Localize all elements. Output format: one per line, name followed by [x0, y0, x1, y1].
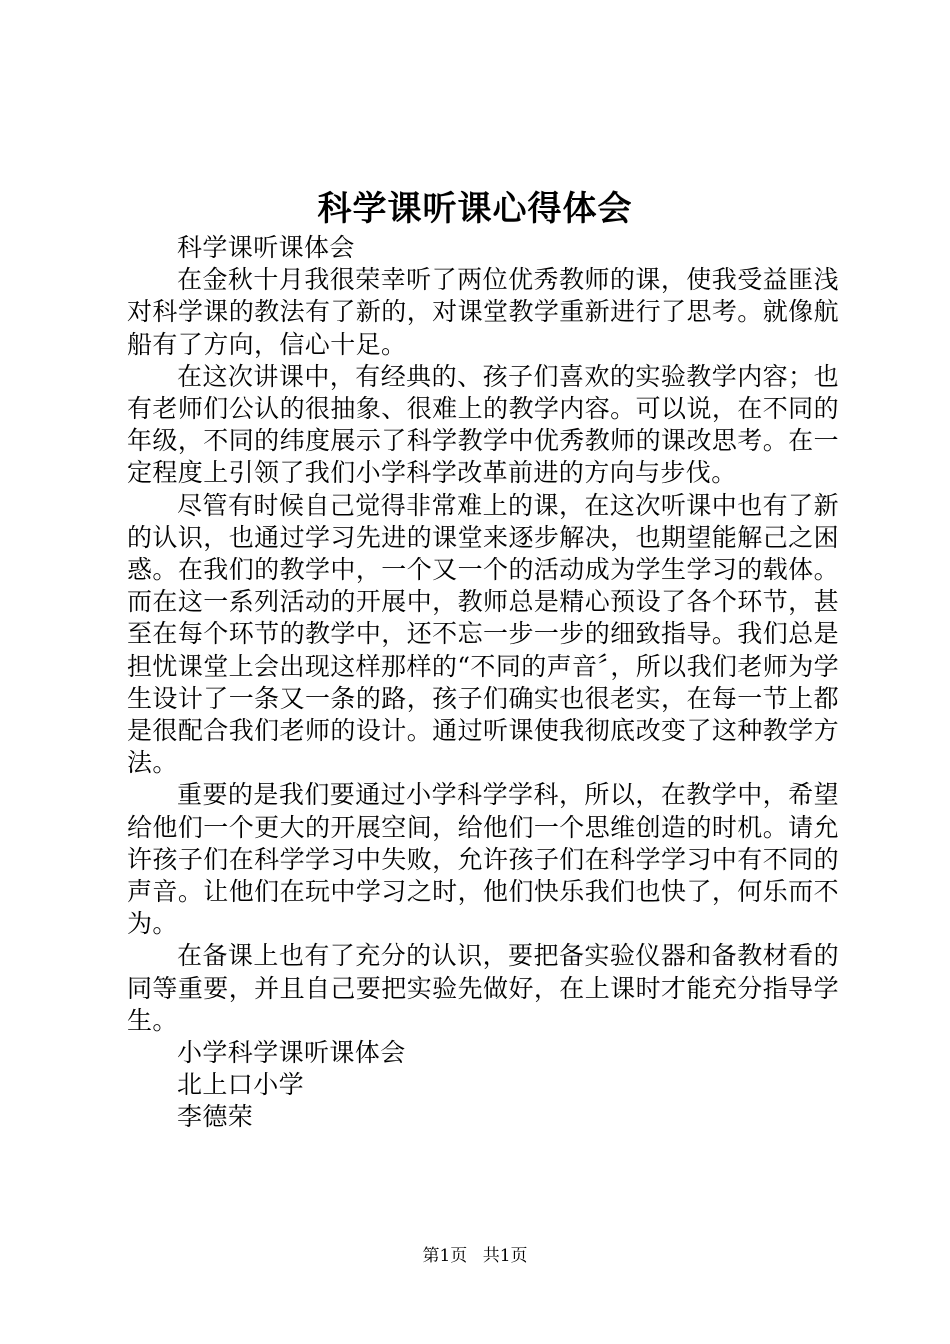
body-paragraph: 重要的是我们要通过小学科学学科，所以，在教学中，希望给他们一个更大的开展空间，给他们一个思维创造的时机。请允许孩子们在科学学习中失败，允许孩子们在科学学习中有不同的声音。让他们在玩中学习之时，他们快乐我们也快了，何乐而不为。: [127, 780, 839, 939]
body-paragraph: 在备课上也有了充分的认识，要把备实验仪器和备教材看的同等重要，并且自己要把实验先做好，在上课时才能充分指导学生。: [127, 941, 839, 1035]
document-body: [127, 232, 839, 1134]
page-footer: [0, 1244, 950, 1268]
page-number: 第1页: [422, 1246, 468, 1266]
body-paragraph: 在这次讲课中，有经典的、孩子们喜欢的实验教学内容；也有老师们公认的很抽象、很难上的教学内容。可以说，在不同的年级，不同的纬度展示了科学教学中优秀教师的课改思考。在一定程度上引领了我们小学科学改革前进的方向与步伐。: [127, 361, 839, 488]
body-paragraph: 在金秋十月我很荣幸听了两位优秀教师的课，使我受益匪浅对科学课的教法有了新的，对课堂教学重新进行了思考。就像航船有了方向，信心十足。: [127, 265, 839, 359]
body-paragraph: 尽管有时候自己觉得非常难上的课，在这次听课中也有了新的认识，也通过学习先进的课堂来逐步解决，也期望能解己之困惑。在我们的教学中，一个又一个的活动成为学生学习的载体。而在这一系列活动的开展中，教师总是精心预设了各个环节，甚至在每个环节的教学中，还不忘一步一步的细致指导。我们总是担忧课堂上会出现这样那样的“不同的声音〞，所以我们老师为学生设计了一条又一条的路，孩子们确实也很老实，在每一节上都是很配合我们老师的设计。通过听课使我彻底改变了这种教学方法。: [127, 490, 839, 778]
document-title: 科学课听课心得体会: [317, 189, 633, 229]
body-paragraph-heading: 科学课听课体会: [177, 233, 355, 262]
signature-title: 小学科学课听课体会: [177, 1038, 406, 1068]
signature-school: 北上口小学: [177, 1070, 305, 1100]
signature-author: 李德荣: [177, 1102, 254, 1132]
page-total: 共1页: [482, 1246, 528, 1266]
